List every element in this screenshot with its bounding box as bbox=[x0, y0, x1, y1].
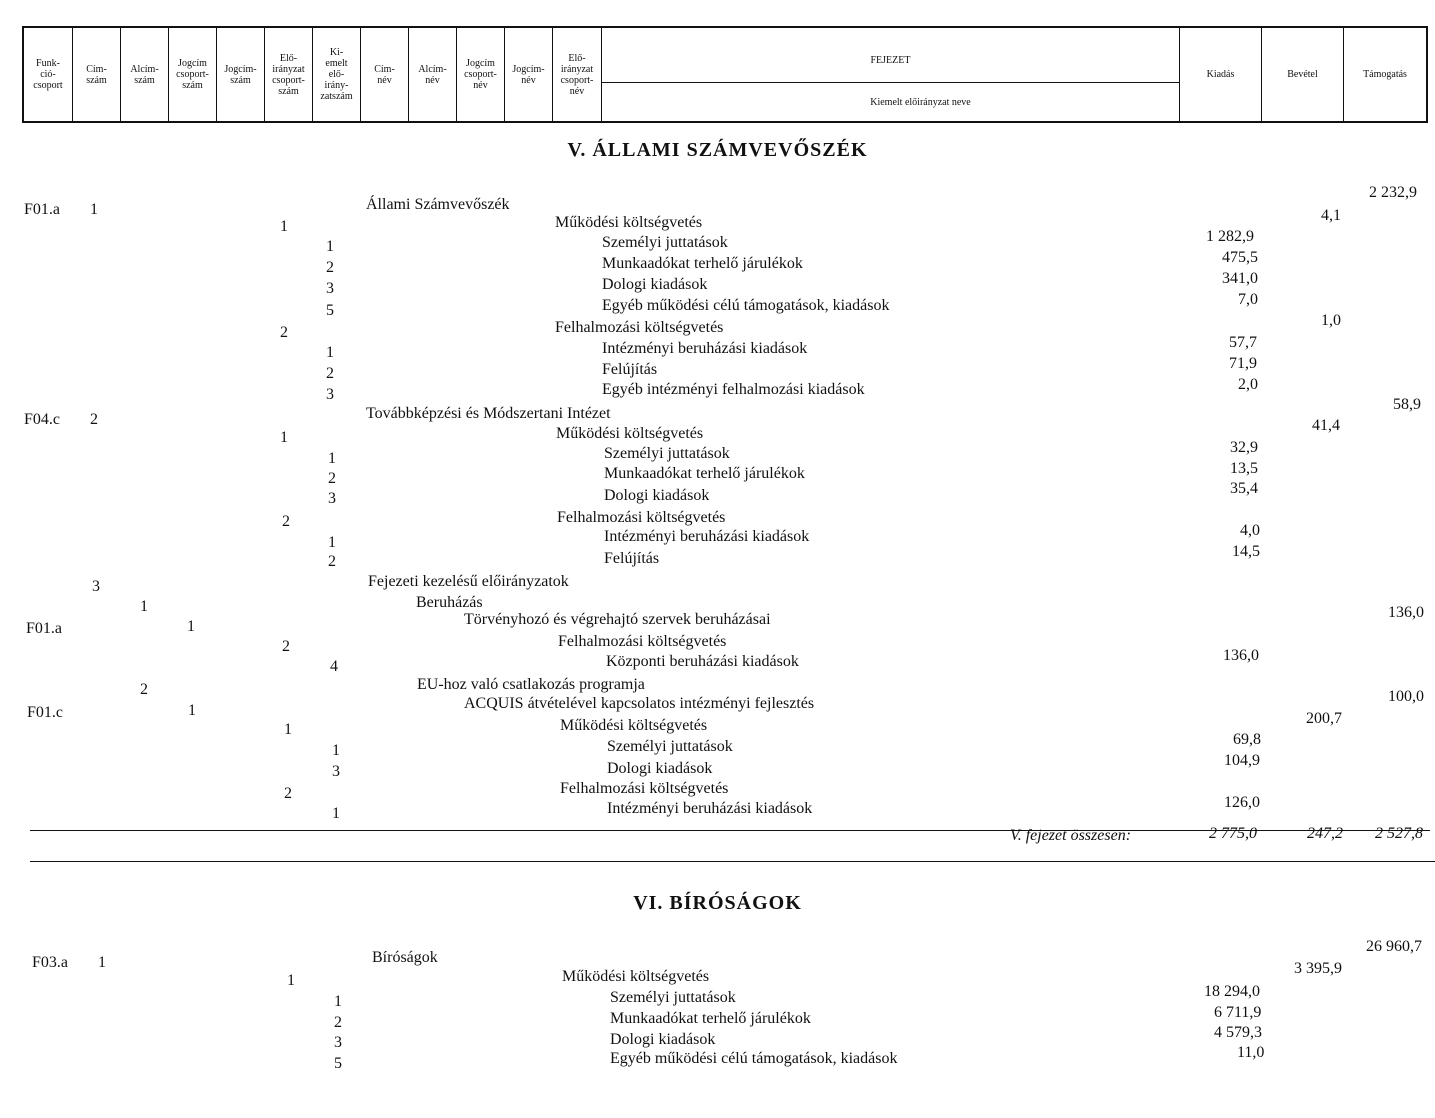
col-header-funkcio-csoport: Funk- ció- csoport bbox=[24, 28, 73, 121]
row-text: Felújítás bbox=[602, 361, 658, 378]
row-text: F01.c bbox=[27, 704, 63, 721]
col-header-eloiranyzat-csoport-szam: Elő- irányzat csoport- szám bbox=[265, 28, 313, 121]
row-text: 1 bbox=[140, 598, 148, 615]
row-text: Munkaadókat terhelő járulékok bbox=[610, 1010, 811, 1027]
col-header-jogcim-nev: Jogcím- név bbox=[505, 28, 553, 121]
row-text: 18 294,0 bbox=[1204, 983, 1260, 1000]
row-text: Egyéb működési célú támogatások, kiadások bbox=[602, 297, 890, 314]
row-text: Személyi juttatások bbox=[604, 445, 730, 462]
row-text: Központi beruházási kiadások bbox=[606, 653, 799, 670]
col-header-jogcimcsoport-szam: Jogcím csoport- szám bbox=[169, 28, 217, 121]
section-v-total-label: V. fejezet összesen: bbox=[1010, 827, 1132, 844]
row-text: Egyéb intézményi felhalmozási kiadások bbox=[602, 381, 865, 398]
row-text: 136,0 bbox=[1388, 604, 1424, 621]
row-text: Intézményi beruházási kiadások bbox=[602, 340, 808, 357]
row-text: Továbbképzési és Módszertani Intézet bbox=[366, 405, 611, 422]
row-text: 1,0 bbox=[1321, 312, 1341, 329]
row-text: Működési költségvetés bbox=[555, 214, 703, 231]
row-text: 4 579,3 bbox=[1214, 1024, 1262, 1041]
row-text: Munkaadókat terhelő járulékok bbox=[602, 255, 803, 272]
row-text: 1 bbox=[287, 972, 295, 989]
row-text: Dologi kiadások bbox=[602, 276, 708, 293]
row-text: Dologi kiadások bbox=[610, 1031, 716, 1048]
row-text: 6 711,9 bbox=[1214, 1004, 1262, 1021]
row-text: 475,5 bbox=[1222, 249, 1258, 266]
row-text: 2 bbox=[90, 411, 98, 428]
row-text: 11,0 bbox=[1237, 1044, 1265, 1061]
row-text: 2 bbox=[282, 638, 290, 655]
row-text: 1 bbox=[98, 954, 106, 971]
row-text: 200,7 bbox=[1306, 710, 1342, 727]
col-header-alcim-szam: Alcím- szám bbox=[121, 28, 169, 121]
row-text: 1 bbox=[328, 534, 336, 551]
row-text: Dologi kiadások bbox=[604, 487, 710, 504]
row-text: 2 bbox=[334, 1014, 342, 1031]
col-header-tamogatas: Támogatás bbox=[1363, 69, 1407, 80]
row-text: Személyi juttatások bbox=[607, 738, 733, 755]
row-text: 1 bbox=[280, 218, 288, 235]
row-text: 26 960,7 bbox=[1366, 938, 1422, 955]
row-text: 3 bbox=[328, 490, 336, 507]
col-header-jogcim-szam: Jogcím- szám bbox=[217, 28, 265, 121]
row-text: 58,9 bbox=[1393, 396, 1421, 413]
section-v-total-bevetel: 247,2 bbox=[1307, 825, 1343, 842]
row-text: Egyéb működési célú támogatások, kiadások bbox=[610, 1050, 898, 1067]
row-text: 2 bbox=[282, 513, 290, 530]
row-text: 2 bbox=[140, 681, 148, 698]
row-text: Bíróságok bbox=[372, 949, 438, 966]
row-text: 1 bbox=[90, 201, 98, 218]
row-text: 136,0 bbox=[1223, 647, 1259, 664]
section-v-total-tamogatas: 2 527,8 bbox=[1375, 825, 1423, 842]
row-text: F04.c bbox=[24, 411, 60, 428]
row-text: F01.a bbox=[26, 620, 62, 637]
section-vi-title: VI. BÍRÓSÁGOK bbox=[633, 892, 802, 914]
row-text: 126,0 bbox=[1224, 794, 1260, 811]
col-header-kiadas: Kiadás bbox=[1180, 28, 1262, 121]
col-header-alcim-nev: Alcím- név bbox=[409, 28, 457, 121]
row-text: Felhalmozási költségvetés bbox=[558, 633, 727, 650]
row-text: Személyi juttatások bbox=[602, 234, 728, 251]
row-text: 2 bbox=[328, 470, 336, 487]
row-text: 3 395,9 bbox=[1294, 960, 1342, 977]
row-text: Működési költségvetés bbox=[556, 425, 704, 442]
row-text: 35,4 bbox=[1230, 480, 1258, 497]
col-header-fejezet: FEJEZET bbox=[602, 28, 1179, 83]
row-text: 71,9 bbox=[1229, 355, 1257, 372]
row-text: Állami Számvevőszék bbox=[366, 196, 510, 213]
row-text: 100,0 bbox=[1388, 688, 1424, 705]
row-text: Beruházás bbox=[416, 594, 483, 611]
row-text: 3 bbox=[326, 386, 334, 403]
row-text: 2,0 bbox=[1238, 376, 1258, 393]
row-text: 2 bbox=[280, 324, 288, 341]
row-text: Dologi kiadások bbox=[607, 760, 713, 777]
row-text: Személyi juttatások bbox=[610, 989, 736, 1006]
row-text: 1 bbox=[188, 702, 196, 719]
row-text: 3 bbox=[92, 578, 100, 595]
row-text: 1 bbox=[326, 238, 334, 255]
row-text: 1 bbox=[334, 993, 342, 1010]
section-v-total-kiadas: 2 775,0 bbox=[1209, 825, 1257, 842]
row-text: 1 bbox=[280, 429, 288, 446]
row-text: Intézményi beruházási kiadások bbox=[607, 800, 813, 817]
row-text: Felújítás bbox=[604, 550, 660, 567]
row-text: 3 bbox=[326, 280, 334, 297]
row-text: 1 bbox=[187, 618, 195, 635]
row-text: Működési költségvetés bbox=[562, 968, 710, 985]
row-text: Törvényhozó és végrehajtó szervek beruházásai bbox=[464, 611, 771, 628]
row-text: 57,7 bbox=[1229, 334, 1257, 351]
col-header-jogcimcsoport-nev: Jogcím csoport- név bbox=[457, 28, 505, 121]
row-text: 341,0 bbox=[1222, 270, 1258, 287]
col-header-kiemelt-eloiranyzat-neve: Kiemelt előirányzat neve bbox=[870, 97, 971, 108]
row-text: 1 bbox=[332, 805, 340, 822]
row-text: 2 bbox=[326, 259, 334, 276]
row-text: 41,4 bbox=[1312, 417, 1340, 434]
row-text: 1 282,9 bbox=[1206, 228, 1254, 245]
row-text: EU-hoz való csatlakozás programja bbox=[417, 676, 645, 693]
row-text: 2 bbox=[326, 365, 334, 382]
row-text: F03.a bbox=[32, 954, 68, 971]
row-text: Intézményi beruházási kiadások bbox=[604, 528, 810, 545]
row-text: Fejezeti kezelésű előirányzatok bbox=[368, 573, 569, 590]
col-header-cim-nev: Cím- név bbox=[361, 28, 409, 121]
row-text: Felhalmozási költségvetés bbox=[557, 509, 726, 526]
row-text: 4,1 bbox=[1321, 207, 1341, 224]
row-text: 13,5 bbox=[1230, 460, 1258, 477]
row-text: 2 bbox=[328, 553, 336, 570]
row-text: Felhalmozási költségvetés bbox=[555, 319, 724, 336]
row-text: 5 bbox=[326, 302, 334, 319]
row-text: 1 bbox=[328, 450, 336, 467]
row-text: 32,9 bbox=[1230, 439, 1258, 456]
row-text: 104,9 bbox=[1224, 752, 1260, 769]
row-text: 7,0 bbox=[1238, 291, 1258, 308]
row-text: 1 bbox=[284, 721, 292, 738]
col-header-fejezet-block bbox=[602, 28, 1180, 121]
row-text: 1 bbox=[332, 742, 340, 759]
total-bottom-rule bbox=[30, 861, 1435, 862]
row-text: Működési költségvetés bbox=[560, 717, 708, 734]
row-text: 4 bbox=[330, 658, 338, 675]
col-header-kiemelt-eloiranyzat-szam: Ki- emelt elő- irány- zatszám bbox=[313, 28, 361, 121]
row-text: 2 232,9 bbox=[1369, 184, 1417, 201]
row-text: Munkaadókat terhelő járulékok bbox=[604, 465, 805, 482]
row-text: 2 bbox=[284, 785, 292, 802]
row-text: 14,5 bbox=[1232, 543, 1260, 560]
column-header-table bbox=[22, 26, 1428, 123]
col-header-eloiranyzat-csoport-nev: Elő- irányzat csoport- név bbox=[553, 28, 602, 121]
col-header-cim-szam: Cím- szám bbox=[73, 28, 121, 121]
col-header-bevetel: Bevétel bbox=[1262, 28, 1344, 121]
row-text: 3 bbox=[332, 763, 340, 780]
row-text: ACQUIS átvételével kapcsolatos intézményi fejlesztés bbox=[464, 695, 815, 712]
row-text: 1 bbox=[326, 344, 334, 361]
row-text: Felhalmozási költségvetés bbox=[560, 780, 729, 797]
section-v-title: V. ÁLLAMI SZÁMVEVŐSZÉK bbox=[567, 139, 868, 161]
row-text: 5 bbox=[334, 1055, 342, 1072]
row-text: 4,0 bbox=[1240, 522, 1260, 539]
row-text: 3 bbox=[334, 1034, 342, 1051]
row-text: F01.a bbox=[24, 201, 60, 218]
row-text: 69,8 bbox=[1233, 731, 1261, 748]
